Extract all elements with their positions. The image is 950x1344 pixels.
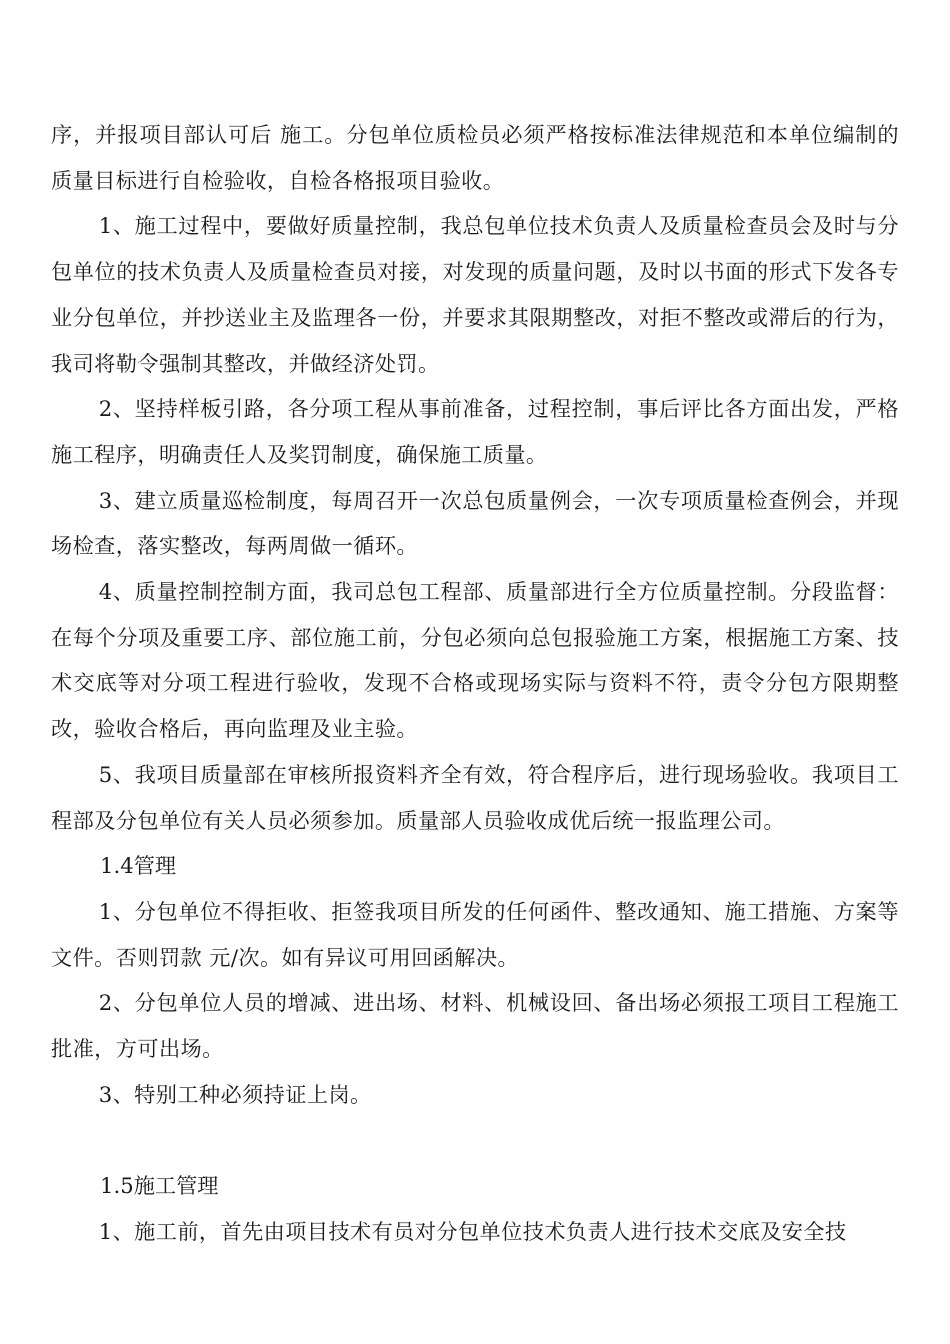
blank-line [51, 1117, 899, 1163]
paragraph-item-1: 1、施工过程中，要做好质量控制，我总包单位技术负责人及质量检查员会及时与分包单位的技术负责人及质量检查员对接，对发现的质量问题，及时以书面的形式下发各专业分包单位，并抄送业主及监理各一份，并要求其限期整改，对拒不整改或滞后的行为，我司将勒令强制其整改，并做经济处罚。 [51, 213, 899, 376]
paragraph-item-3: 3、建立质量巡检制度，每周召开一次总包质量例会，一次专项质量检查例会，并现场检查，落实整改，每两周做一循环。 [51, 487, 899, 559]
section-heading-1-4: 1.4管理 [100, 853, 177, 879]
paragraph-continuation: 序，并报项目部认可后 施工。分包单位质检员必须严格按标准法律规范和本单位编制的质量目标进行自检验收，自检各格报项目验收。 [51, 122, 899, 193]
paragraph-management-3: 3、特别工种必须持证上岗。 [98, 1081, 372, 1107]
paragraph-item-2: 2、坚持样板引路，各分项工程从事前准备，过程控制，事后评比各方面出发，严格施工程序，明确责任人及奖罚制度，确保施工质量。 [51, 396, 899, 467]
paragraph-management-2: 2、分包单位人员的增减、进出场、材料、机械设回、备出场必须报工项目工程施工批准，方可出场。 [51, 990, 899, 1062]
document-page [51, 112, 899, 1255]
section-heading-1-5: 1.5施工管理 [100, 1173, 219, 1199]
paragraph-construction-1: 1、施工前，首先由项目技术有员对分包单位技术负责人进行技术交底及安全技 [98, 1218, 847, 1244]
paragraph-item-5: 5、我项目质量部在审核所报资料齐全有效，符合程序后，进行现场验收。我项目工程部及分包单位有关人员必须参加。质量部人员验收成优后统一报监理公司。 [51, 761, 899, 833]
paragraph-item-4: 4、质量控制控制方面，我司总包工程部、质量部进行全方位质量控制。分段监督：在每个分项及重要工序、部位施工前，分包必须向总包报验施工方案，根据施工方案、技术交底等对分项工程进行验收，发现不合格或现场实际与资料不符，责令分包方限期整改，验收合格后，再向监理及业主验。 [51, 579, 899, 742]
paragraph-management-1: 1、分包单位不得拒收、拒签我项目所发的任何函件、整改通知、施工措施、方案等文件。否则罚款 元/次。如有异议可用回函解决。 [51, 898, 899, 970]
